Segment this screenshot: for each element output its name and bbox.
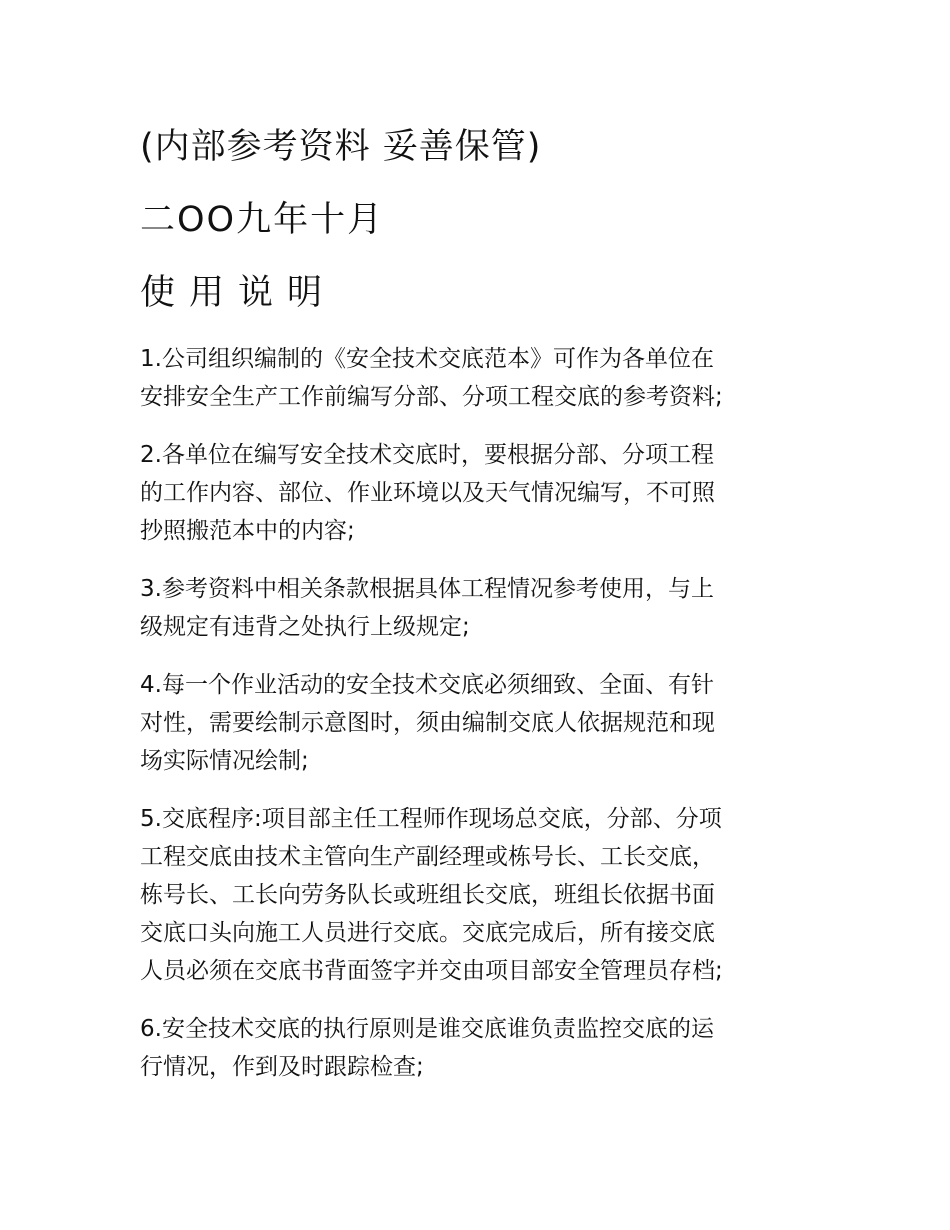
instruction-item-4	[140, 666, 840, 780]
instruction-item-5	[140, 800, 840, 990]
instruction-line: 场实际情况绘制;	[140, 748, 309, 774]
instruction-line: 6.安全技术交底的执行原则是谁交底谁负责监控交底的运	[140, 1016, 714, 1042]
instruction-line: 对性，需要绘制示意图时，须由编制交底人依据规范和现	[140, 710, 715, 736]
instruction-line: 抄照搬范本中的内容;	[140, 518, 355, 544]
instruction-line: 安排安全生产工作前编写分部、分项工程交底的参考资料;	[140, 384, 723, 410]
instruction-line: 4.每一个作业活动的安全技术交底必须细致、全面、有针	[140, 672, 714, 698]
instruction-line: 栋号长、工长向劳务队长或班组长交底，班组长依据书面	[140, 882, 715, 908]
instruction-line: 5.交底程序:项目部主任工程师作现场总交底，分部、分项	[140, 806, 722, 832]
instruction-line: 的工作内容、部位、作业环境以及天气情况编写，不可照	[140, 480, 715, 506]
instruction-line: 2.各单位在编写安全技术交底时，要根据分部、分项工程	[140, 442, 714, 468]
instruction-item-6	[140, 1010, 840, 1086]
instructions-heading: 使用说明	[140, 273, 337, 313]
instruction-item-3	[140, 570, 840, 646]
instructions-list	[140, 340, 840, 1106]
instruction-item-1	[140, 340, 840, 416]
instruction-line: 人员必须在交底书背面签字并交由项目部安全管理员存档;	[140, 958, 723, 984]
instruction-line: 交底口头向施工人员进行交底。交底完成后，所有接交底	[140, 920, 715, 946]
confidential-heading: (内部参考资料 妥善保管)	[140, 127, 542, 167]
instruction-item-2	[140, 436, 840, 550]
instruction-line: 3.参考资料中相关条款根据具体工程情况参考使用，与上	[140, 576, 714, 602]
instruction-line: 行情况，作到及时跟踪检查;	[140, 1054, 424, 1080]
instruction-line: 级规定有违背之处执行上级规定;	[140, 614, 470, 640]
instruction-line: 1.公司组织编制的《安全技术交底范本》可作为各单位在	[140, 346, 714, 372]
date-heading: 二OO九年十月	[140, 200, 385, 240]
instruction-line: 工程交底由技术主管向生产副经理或栋号长、工长交底，	[140, 844, 715, 870]
